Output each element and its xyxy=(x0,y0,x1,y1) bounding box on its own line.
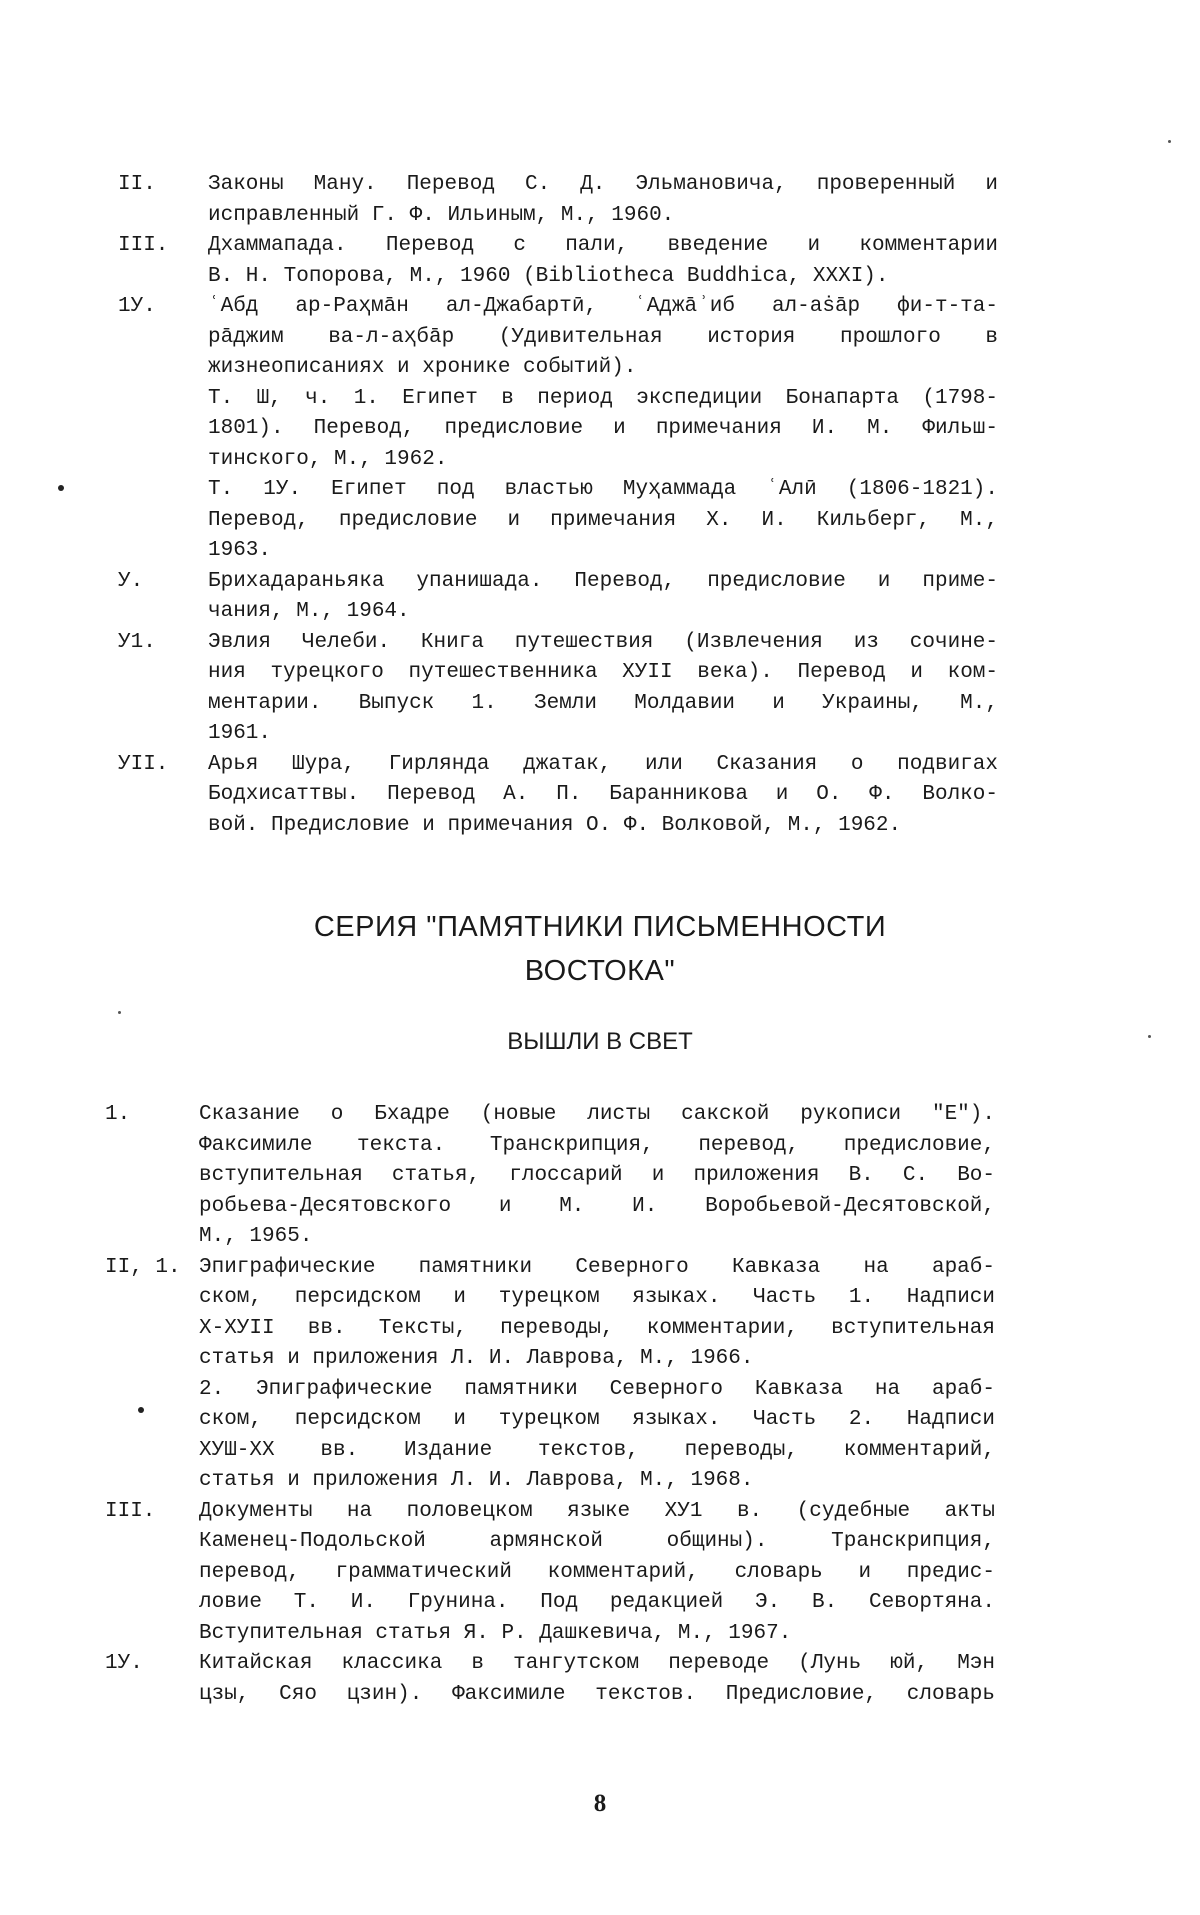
entry-number: III. xyxy=(105,1499,156,1523)
entry-number: III. xyxy=(118,234,169,257)
text-line: тинского, М., 1962. xyxy=(208,447,448,471)
text-line: 1963. xyxy=(208,539,272,562)
entry-number: II, 1. xyxy=(105,1255,181,1279)
list-item xyxy=(118,292,998,567)
entry-number: 1. xyxy=(105,1103,131,1126)
scan-speck xyxy=(138,1407,144,1413)
list-item xyxy=(118,231,998,292)
text-line: вой. Предисловие и примечания О. Ф. Волковой, М., 1962. xyxy=(208,813,902,837)
entry-text xyxy=(199,1375,995,1497)
entry-text xyxy=(208,750,998,842)
text-line: ментарии. Выпуск 1. Земли Молдавии и Украины, М., xyxy=(208,691,998,715)
text-line: ния турецкого путешественника ХУII века). Перевод и ком- xyxy=(208,661,998,684)
text-line: статья и приложения Л. И. Лаврова, М., 1968. xyxy=(199,1469,754,1492)
bibliography-list-2 xyxy=(105,1100,995,1710)
volume-subentry xyxy=(208,475,998,567)
text-line: рāджим ва-л-аҳбāр (Удивительная история прошлого в xyxy=(208,325,998,349)
text-line: робьева-Десятовского и М. И. Воробьевой-Десятовской, xyxy=(199,1194,995,1218)
text-line: Т. Ш, ч. 1. Египет в период экспедиции Бонапарта (1798- xyxy=(208,386,998,410)
list-item xyxy=(105,1497,995,1650)
list-item xyxy=(105,1100,995,1253)
text-line: 2. Эпиграфические памятники Северного Кавказа на араб- xyxy=(199,1377,995,1401)
entry-number: У1. xyxy=(118,630,156,654)
entry-text xyxy=(208,170,998,231)
text-line: 1961. xyxy=(208,722,272,745)
text-line: Каменец-Подольской армянской общины). Транскрипция, xyxy=(199,1530,995,1553)
text-line: Факсимиле текста. Транскрипция, перевод, предисловие, xyxy=(199,1133,995,1157)
entry-number: 1У. xyxy=(118,295,156,318)
text-line: цзы, Сяо цзин). Факсимиле текстов. Предисловие, словарь xyxy=(199,1682,995,1706)
text-line: ХУШ-ХХ вв. Издание текстов, переводы, комментарий, xyxy=(199,1438,995,1462)
list-item xyxy=(105,1253,995,1375)
entry-text xyxy=(208,628,998,750)
text-line: Бодхисаттвы. Перевод А. П. Баранникова и О. Ф. Волко- xyxy=(208,783,998,806)
series-heading xyxy=(0,905,1200,993)
list-item xyxy=(118,628,998,750)
entry-text xyxy=(199,1253,995,1375)
list-item xyxy=(118,567,998,628)
entry-text xyxy=(208,231,998,292)
list-item xyxy=(105,1375,995,1497)
text-line: Сказание о Бхадре (новые листы сакской рукописи "Е"). xyxy=(199,1103,995,1126)
text-line: Эпиграфические памятники Северного Кавказа на араб- xyxy=(199,1255,995,1279)
list-item xyxy=(105,1649,995,1710)
text-line: перевод, грамматический комментарий, словарь и предис- xyxy=(199,1560,995,1584)
text-line: Вступительная статья Я. Р. Дашкевича, М., 1967. xyxy=(199,1621,792,1645)
entry-number: У. xyxy=(118,569,144,593)
entry-text xyxy=(208,292,998,567)
text-line: 1801). Перевод, предисловие и примечания И. М. Фильш- xyxy=(208,417,998,440)
entry-number: УII. xyxy=(118,752,169,776)
entry-number: 1У. xyxy=(105,1652,143,1675)
scan-speck xyxy=(118,1011,121,1014)
text-line: жизнеописаниях и хронике событий). xyxy=(208,356,637,379)
text-line: вступительная статья, глоссарий и приложения В. С. Во- xyxy=(199,1164,995,1187)
text-line: Дхаммапада. Перевод с пали, введение и комментарии xyxy=(208,234,998,257)
series-heading-line: ВОСТОКА" xyxy=(524,955,676,987)
text-line: ʿАбд ар-Раҳмāн ал-Джабартӣ, ʿАджāʾиб ал-аṡāр фи-т-та- xyxy=(208,295,998,318)
text-line: Брихадараньяка упанишада. Перевод, предисловие и приме- xyxy=(208,569,998,593)
bibliography-list-1 xyxy=(118,170,998,841)
text-line: Х-ХУII вв. Тексты, переводы, комментарии, вступительная xyxy=(199,1316,995,1340)
list-item xyxy=(118,170,998,231)
volume-subentry xyxy=(208,384,998,476)
series-heading-line: СЕРИЯ "ПАМЯТНИКИ ПИСЬМЕННОСТИ xyxy=(313,911,887,943)
entry-number: II. xyxy=(118,173,156,196)
text-line: Т. 1У. Египет под властью Муҳаммада ʿАлӣ (1806-1821). xyxy=(208,478,998,501)
text-line: Законы Ману. Перевод С. Д. Эльмановича, проверенный и xyxy=(208,173,998,196)
entry-text xyxy=(208,567,998,628)
entry-text xyxy=(199,1497,995,1650)
text-line: Перевод, предисловие и примечания Х. И. Кильберг, М., xyxy=(208,508,998,532)
published-subheading: ВЫШЛИ В СВЕТ xyxy=(507,1028,693,1055)
text-line: Китайская классика в тангутском переводе (Лунь юй, Мэн xyxy=(199,1652,995,1675)
entry-text xyxy=(199,1649,995,1710)
scan-speck xyxy=(58,485,64,491)
text-line: ском, персидском и турецком языках. Часть 2. Надписи xyxy=(199,1408,995,1431)
scan-speck xyxy=(1148,1035,1151,1038)
text-line: ском, персидском и турецком языках. Часть 1. Надписи xyxy=(199,1286,995,1309)
entry-text xyxy=(199,1100,995,1253)
page-number: 8 xyxy=(593,1790,607,1817)
text-line: М., 1965. xyxy=(199,1225,313,1248)
text-line: исправленный Г. Ф. Ильиным, М., 1960. xyxy=(208,203,675,227)
scan-speck xyxy=(1168,140,1171,143)
list-item xyxy=(118,750,998,842)
text-line: Эвлия Челеби. Книга путешествия (Извлечения из сочине- xyxy=(208,630,998,654)
text-line: В. Н. Топорова, М., 1960 (Bibliotheca Buddhica, XXXI). xyxy=(208,264,889,288)
text-line: статья и приложения Л. И. Лаврова, М., 1966. xyxy=(199,1347,754,1370)
text-line: ловие Т. И. Грунина. Под редакцией Э. В. Севортяна. xyxy=(199,1591,995,1614)
text-line: Документы на половецком языке ХУ1 в. (судебные акты xyxy=(199,1499,995,1523)
text-line: Арья Шура, Гирлянда джатак, или Сказания о подвигах xyxy=(208,752,998,776)
text-line: чания, М., 1964. xyxy=(208,600,410,623)
